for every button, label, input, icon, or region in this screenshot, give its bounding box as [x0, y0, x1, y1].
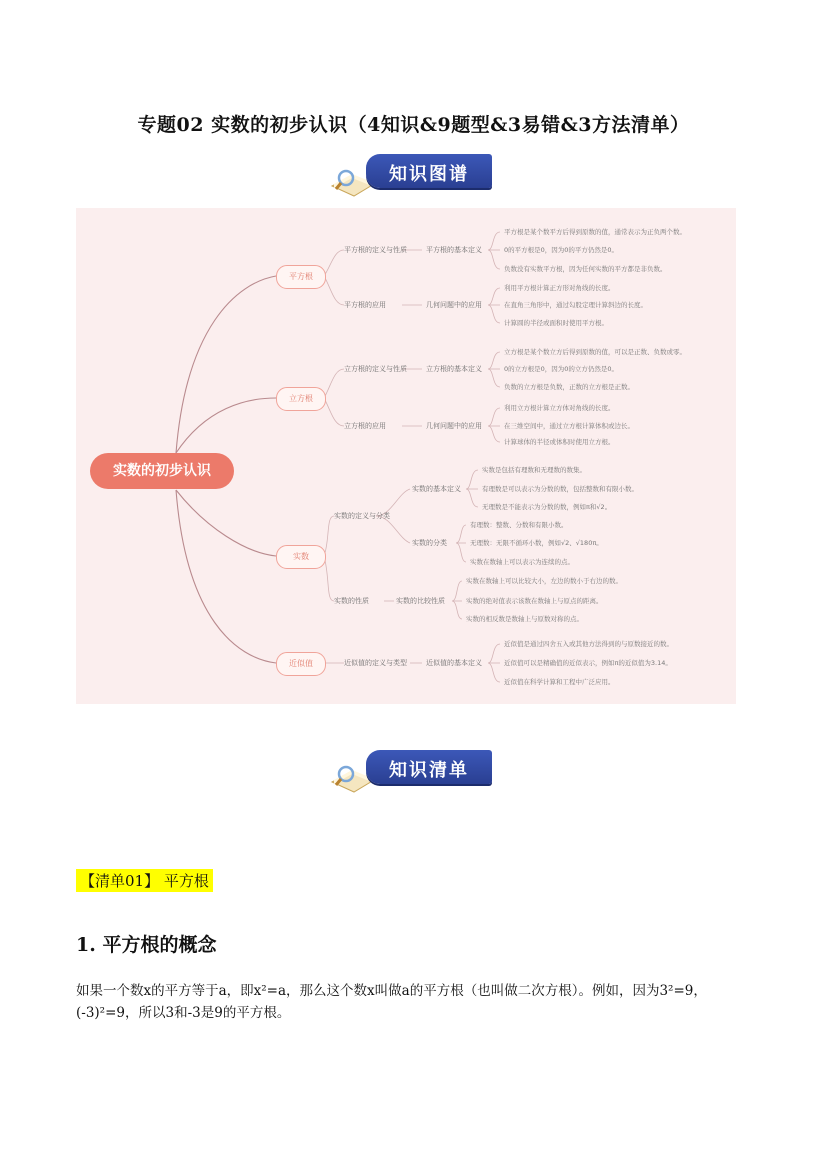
group-label: 立方根的定义与性质	[344, 365, 407, 373]
mind-map-root: 实数的初步认识	[90, 453, 234, 489]
section-tag: 【清单01】 平方根	[76, 869, 213, 892]
leaf-text: 0的平方根是0，因为0的平方仍然是0。	[504, 246, 619, 254]
leaf-text: 无理数：无限不循环小数，例如√2、√180π。	[470, 539, 603, 547]
leaf-text: 实数的相反数是数轴上与原数对称的点。	[466, 615, 583, 623]
branch-real-number: 实数	[276, 545, 326, 569]
sub-label: 实数的基本定义	[412, 485, 461, 493]
leaf-text: 立方根是某个数立方后得到原数的值，可以是正数、负数或零。	[504, 348, 686, 356]
branch-approximation: 近似值	[276, 652, 326, 676]
leaf-text: 在三维空间中，通过立方根计算体积或边长。	[504, 422, 634, 430]
leaf-text: 实数在数轴上可以表示为连续的点。	[470, 558, 574, 566]
branch-square-root: 平方根	[276, 265, 326, 289]
group-label: 立方根的应用	[344, 422, 386, 430]
leaf-text: 负数的立方根是负数，正数的立方根是正数。	[504, 383, 634, 391]
sub-label: 立方根的基本定义	[426, 365, 482, 373]
leaf-text: 负数没有实数平方根，因为任何实数的平方都是非负数。	[504, 265, 667, 273]
leaf-text: 近似值是通过四舍五入或其他方法得到的与原数接近的数。	[504, 640, 673, 648]
body-paragraph: 如果一个数x的平方等于a，即x²=a，那么这个数x叫做a的平方根（也叫做二次方根）。例如，因为3²=9，(-3)²=9，所以3和-3是9的平方根。	[76, 983, 707, 1021]
group-label: 实数的定义与分类	[334, 512, 390, 520]
leaf-text: 在直角三角形中，通过勾股定理计算斜边的长度。	[504, 301, 647, 309]
leaf-text: 实数在数轴上可以比较大小，左边的数小于右边的数。	[466, 577, 622, 585]
leaf-text: 有理数是可以表示为分数的数，包括整数和有限小数。	[482, 485, 638, 493]
banner-knowledge-list-label: 知识清单	[389, 760, 469, 781]
leaf-text: 计算圆的半径或面积时使用平方根。	[504, 319, 608, 327]
group-label: 平方根的应用	[344, 301, 386, 309]
leaf-text: 有理数：整数、分数和有限小数。	[470, 521, 568, 529]
sub-label: 实数的分类	[412, 539, 447, 547]
page-title: 专题02 实数的初步认识（4知识&9题型&3易错&3方法清单）	[137, 114, 690, 136]
sub-label: 平方根的基本定义	[426, 246, 482, 254]
leaf-text: 利用立方根计算立方体对角线的长度。	[504, 404, 615, 412]
section-heading: 1. 平方根的概念	[76, 934, 217, 956]
leaf-text: 实数是包括有理数和无理数的数集。	[482, 466, 586, 474]
mind-map	[76, 208, 736, 704]
sub-label: 几何问题中的应用	[426, 422, 482, 430]
leaf-text: 计算球体的半径或体积时使用立方根。	[504, 438, 615, 446]
leaf-text: 近似值在科学计算和工程中广泛应用。	[504, 678, 615, 686]
leaf-text: 无理数是不能表示为分数的数，例如π和√2。	[482, 503, 612, 511]
leaf-text: 利用平方根计算正方形对角线的长度。	[504, 284, 615, 292]
banner-knowledge-list	[330, 748, 498, 790]
branch-cube-root: 立方根	[276, 387, 326, 411]
banner-knowledge-map	[330, 152, 498, 194]
banner-knowledge-map-label: 知识图谱	[389, 164, 469, 185]
leaf-text: 平方根是某个数平方后得到原数的值，通常表示为正负两个数。	[504, 228, 686, 236]
leaf-text: 实数的绝对值表示该数在数轴上与原点的距离。	[466, 597, 603, 605]
leaf-text: 近似值可以是精确值的近似表示，例如π的近似值为3.14。	[504, 659, 672, 667]
sub-label: 几何问题中的应用	[426, 301, 482, 309]
sub-label: 近似值的基本定义	[426, 659, 482, 667]
group-label: 实数的性质	[334, 597, 369, 605]
sub-label: 实数的比较性质	[396, 597, 445, 605]
leaf-text: 0的立方根是0，因为0的立方仍然是0。	[504, 365, 619, 373]
group-label: 平方根的定义与性质	[344, 246, 407, 254]
group-label: 近似值的定义与类型	[344, 659, 407, 667]
